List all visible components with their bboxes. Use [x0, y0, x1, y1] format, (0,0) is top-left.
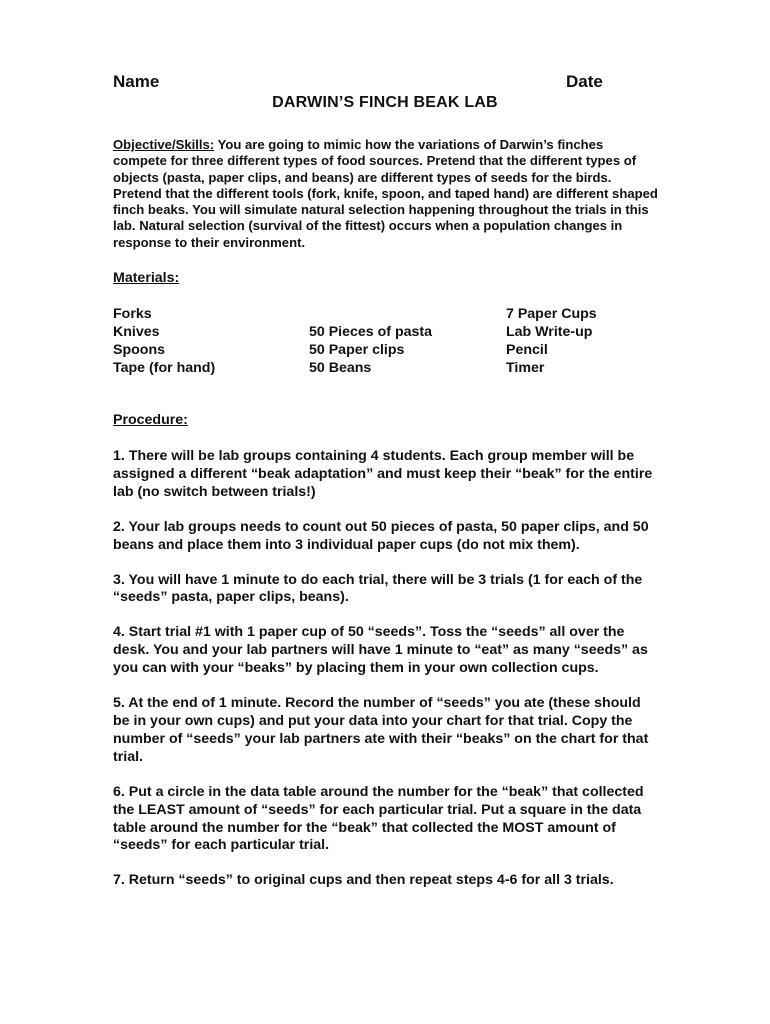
- material-item: 50 Pieces of pasta: [309, 324, 433, 340]
- procedure-step-3: 3. You will have 1 minute to do each trial, there will be 3 trials (1 for each of the “seeds” pasta, paper clips, beans).: [113, 571, 643, 606]
- material-item: Knives: [113, 324, 160, 340]
- procedure-step-6: 6. Put a circle in the data table around the number for the “beak” that collected the LEAST amount of “seeds” for each particular trial. Put a square in the data table around the number for the “beak” that collected the MOST amount of “seeds” for each particular trial.: [113, 783, 644, 854]
- material-item: Lab Write-up: [506, 324, 593, 340]
- material-item: Forks: [113, 306, 152, 322]
- document-title: DARWIN’S FINCH BEAK LAB: [272, 94, 498, 111]
- material-item: 7 Paper Cups: [506, 306, 597, 322]
- materials-column-3: [506, 305, 597, 377]
- procedure-step-2: 2. Your lab groups needs to count out 50 pieces of pasta, 50 paper clips, and 50 beans and place them into 3 individual paper cups (do not mix them).: [113, 518, 649, 553]
- material-item: Spoons: [113, 342, 166, 358]
- procedure-step-4: 4. Start trial #1 with 1 paper cup of 50 “seeds”. Toss the “seeds” all over the desk. You and your lab partners will have 1 minute to “eat” as many “seeds” as you can with your “beaks” by placing them in your own collection cups.: [113, 624, 648, 677]
- material-item: Pencil: [506, 342, 548, 358]
- procedure-steps: [113, 448, 661, 907]
- objective-text: You are going to mimic how the variations of Darwin’s finches compete for three different types of food sources. Pretend that the different types of objects (pasta, paper clips, and beans) are different types of seeds for the birds. Pretend that the different tools (fork, knife, spoon, and taped hand) are different shaped finch beaks. You will simulate natural selection happening throughout the trials in this lab. Natural selection (survival of the fittest) occurs when a population changes in response to their environment.: [113, 137, 658, 250]
- procedure-step-5: 5. At the end of 1 minute. Record the number of “seeds” you ate (these should be in your own cups) and put your data into your chart for that trial. Copy the number of “seeds” your lab partners ate with their “beaks” on the chart for that trial.: [113, 695, 649, 765]
- material-item: [309, 305, 432, 323]
- material-item: 50 Paper clips: [309, 342, 405, 358]
- objective-label: Objective/Skills:: [113, 137, 215, 152]
- material-item: 50 Beans: [309, 360, 372, 376]
- material-item: Tape (for hand): [113, 360, 216, 376]
- procedure-step-1: 1. There will be lab groups containing 4 students. Each group member will be assigned a different “beak adaptation” and must keep their “beak” for the entire lab (no switch between trials!): [113, 448, 653, 500]
- materials-column-1: [113, 305, 215, 377]
- materials-heading: Materials:: [113, 270, 180, 286]
- name-label: Name: [113, 72, 160, 91]
- material-item: Timer: [506, 360, 545, 376]
- objective-paragraph: [113, 137, 658, 251]
- date-label: Date: [566, 72, 603, 91]
- materials-column-2: [309, 305, 432, 377]
- procedure-step-7: 7. Return “seeds” to original cups and then repeat steps 4-6 for all 3 trials.: [113, 872, 614, 889]
- procedure-heading: Procedure:: [113, 412, 188, 428]
